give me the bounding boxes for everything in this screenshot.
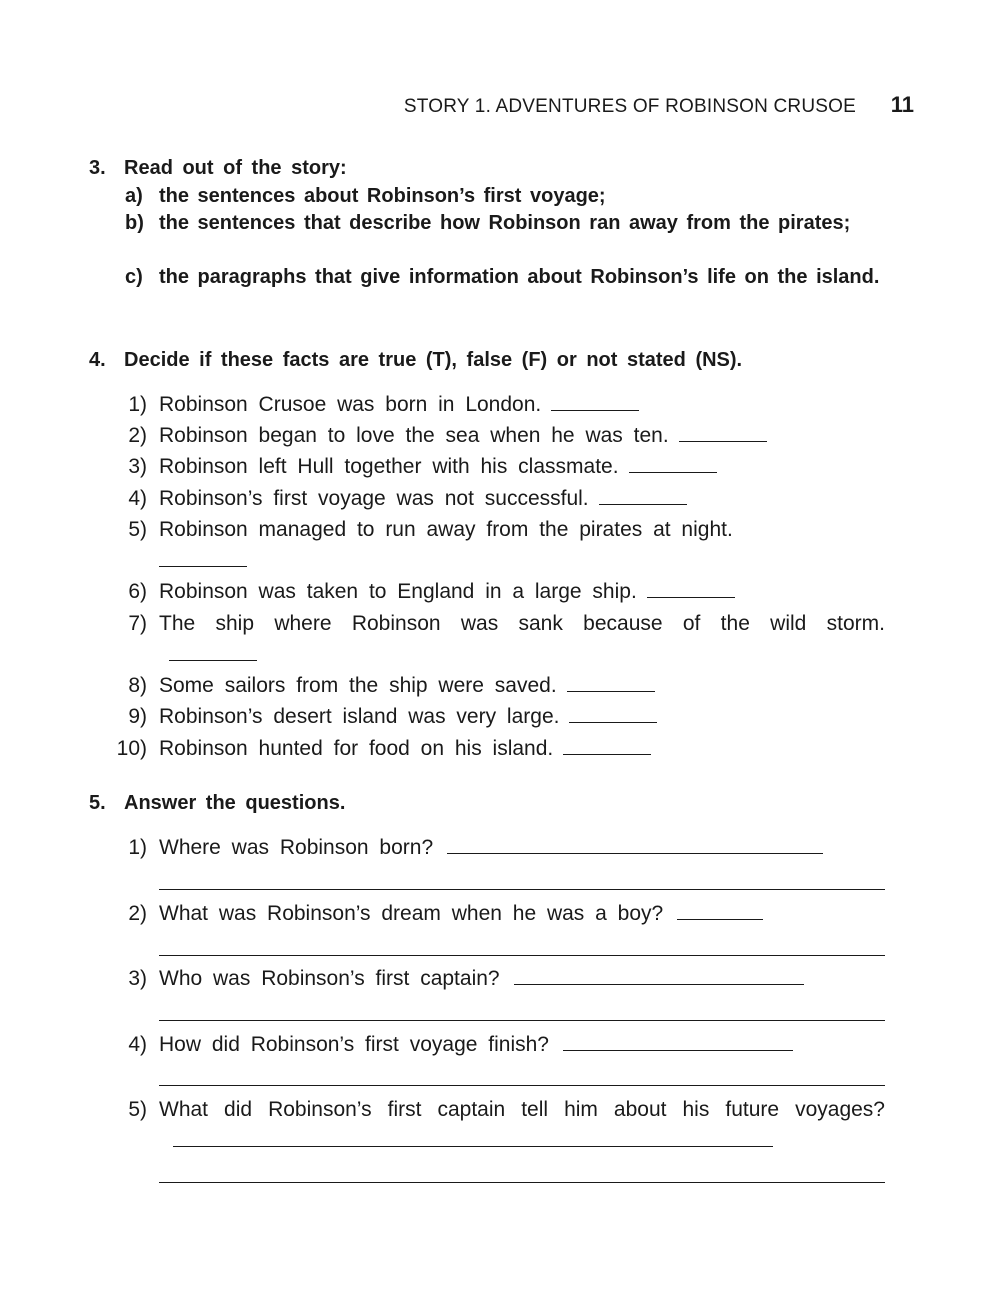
- task-3-item-c: [125, 264, 885, 291]
- task-5-question: [105, 832, 885, 863]
- task-4-item-text: Robinson managed to run away from the pirates at night.: [159, 518, 733, 541]
- task-5-heading-text: Answer the questions.: [124, 792, 346, 814]
- answer-blank[interactable]: [569, 722, 657, 723]
- task-5-question: [105, 1029, 885, 1060]
- running-header: [0, 92, 987, 122]
- task-5-question-text: Who was Robinson’s first captain?: [159, 967, 500, 990]
- task-4-item-number: 3): [128, 455, 147, 478]
- running-header-title: STORY 1. ADVENTURES OF ROBINSON CRUSOE: [403, 96, 856, 117]
- answer-line[interactable]: [563, 1050, 793, 1051]
- task-5-question-number: 2): [128, 902, 147, 925]
- task-4-item: [105, 670, 885, 701]
- answer-blank[interactable]: [629, 472, 717, 473]
- task-3-number: 3.: [89, 157, 106, 179]
- task-4-item: [105, 451, 885, 482]
- task-4-item: [105, 389, 885, 420]
- task-4-item-number: 1): [128, 393, 147, 416]
- task-4-item-number: 4): [128, 487, 147, 510]
- task-5-question-number: 5): [128, 1098, 147, 1121]
- task-4-item: [105, 608, 885, 670]
- task-4-item-number: 7): [128, 612, 147, 635]
- answer-line[interactable]: [677, 919, 763, 920]
- page-number: 11: [890, 92, 914, 117]
- task-5-question: [105, 1094, 885, 1156]
- task-4-item-number: 8): [128, 674, 147, 697]
- answer-blank[interactable]: [551, 410, 639, 411]
- task-5-question-number: 1): [128, 836, 147, 859]
- task-3-item-letter: c): [125, 266, 143, 288]
- task-3-item-b: [125, 210, 885, 237]
- answer-blank[interactable]: [599, 504, 687, 505]
- answer-line[interactable]: [159, 1182, 885, 1183]
- task-4-item-text: The ship where Robinson was sank because of the wild storm.: [159, 612, 885, 635]
- task-3-item-text: the sentences that describe how Robinson ran away from the pirates;: [159, 212, 851, 234]
- task-4-item-text: Robinson hunted for food on his island.: [159, 737, 554, 760]
- task-4-item: [105, 701, 885, 732]
- task-3-item-text: the sentences about Robinson’s first voyage;: [159, 185, 606, 207]
- task-4-item-text: Robinson’s first voyage was not successful.: [159, 487, 589, 510]
- task-3-heading-text: Read out of the story:: [124, 157, 347, 179]
- task-5-question-number: 3): [128, 967, 147, 990]
- task-3-item-text: the paragraphs that give information about Robinson’s life on the island.: [159, 266, 880, 288]
- task-4-item-number: 10): [116, 737, 147, 760]
- task-3-item-a: [125, 183, 885, 210]
- task-4-item: [105, 514, 885, 576]
- task-4-item-number: 2): [128, 424, 147, 447]
- task-4-item-number: 5): [128, 518, 147, 541]
- task-5-question-number: 4): [128, 1033, 147, 1056]
- task-4-item: [105, 420, 885, 451]
- task-5-question: [105, 963, 885, 994]
- task-4-number: 4.: [89, 349, 106, 371]
- task-4-heading-text: Decide if these facts are true (T), false (F) or not stated (NS).: [124, 349, 743, 371]
- task-5-question-text: How did Robinson’s first voyage finish?: [159, 1033, 549, 1056]
- answer-blank[interactable]: [679, 441, 767, 442]
- task-4-item: [105, 576, 885, 607]
- task-4-item-text: Robinson Crusoe was born in London.: [159, 393, 542, 416]
- task-3-item-letter: a): [125, 185, 143, 207]
- answer-line[interactable]: [159, 889, 885, 890]
- task-3-heading: [89, 157, 347, 180]
- answer-blank[interactable]: [159, 566, 247, 567]
- task-4-heading: [89, 349, 742, 372]
- task-5-number: 5.: [89, 792, 106, 814]
- task-4-item-text: Robinson began to love the sea when he was ten.: [159, 424, 669, 447]
- task-4-item-number: 6): [128, 580, 147, 603]
- answer-blank[interactable]: [169, 660, 257, 661]
- task-4-item: [105, 733, 885, 764]
- task-5-question-text: What did Robinson’s first captain tell him about his future voyages?: [159, 1098, 885, 1121]
- answer-blank[interactable]: [647, 597, 735, 598]
- task-4-item-text: Robinson’s desert island was very large.: [159, 705, 560, 728]
- task-5-question-text: What was Robinson’s dream when he was a boy?: [159, 902, 664, 925]
- task-4-item-text: Robinson was taken to England in a large ship.: [159, 580, 637, 603]
- task-4-item: [105, 483, 885, 514]
- task-4-item-text: Some sailors from the ship were saved.: [159, 674, 557, 697]
- task-5-question-text: Where was Robinson born?: [159, 836, 434, 859]
- task-4-item-number: 9): [128, 705, 147, 728]
- answer-line[interactable]: [173, 1146, 773, 1147]
- answer-line[interactable]: [447, 853, 823, 854]
- answer-blank[interactable]: [563, 754, 651, 755]
- task-4-item-text: Robinson left Hull together with his classmate.: [159, 455, 619, 478]
- answer-line[interactable]: [159, 955, 885, 956]
- answer-line[interactable]: [159, 1020, 885, 1021]
- task-5-question: [105, 898, 885, 929]
- answer-line[interactable]: [159, 1085, 885, 1086]
- answer-blank[interactable]: [567, 691, 655, 692]
- task-3-item-letter: b): [125, 212, 144, 234]
- answer-line[interactable]: [514, 984, 804, 985]
- task-5-heading: [89, 792, 345, 815]
